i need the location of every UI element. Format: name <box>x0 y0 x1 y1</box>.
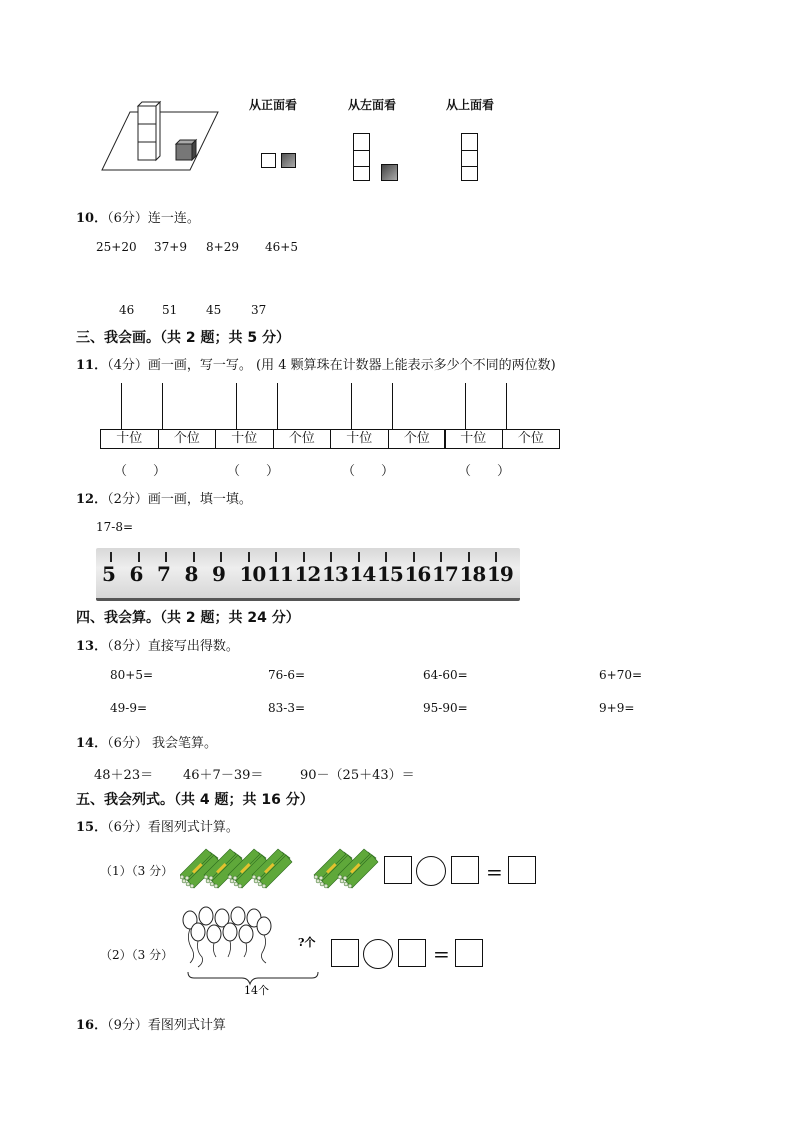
ruler-tick <box>220 552 222 562</box>
q10-expr-1: 25+20 <box>96 240 137 254</box>
front-view-square <box>261 153 276 168</box>
question-number: 15． <box>76 820 108 835</box>
abacus-rod <box>465 383 466 429</box>
ones-label: 个位 <box>158 430 216 448</box>
q13-item-1: 80+5= <box>110 668 154 682</box>
q13-item-6: 83-3= <box>268 701 306 715</box>
cube-stack-figure <box>100 100 220 172</box>
q10-answer-3: 45 <box>206 303 222 317</box>
tens-label: 十位 <box>116 431 143 446</box>
question-16 <box>76 1014 226 1033</box>
question-score: （6分） <box>107 211 148 226</box>
abacus-3-blank[interactable]: （ ） <box>342 464 395 479</box>
ruler-number: 13 <box>322 562 348 586</box>
q15-part-2-label: （2）（3 分） <box>100 948 174 962</box>
q13-item-7: 95-90= <box>423 701 468 715</box>
q10-expr-4: 46+5 <box>265 240 298 254</box>
ruler-tick <box>248 552 250 562</box>
abacus-3 <box>330 429 446 449</box>
ruler-number: 6 <box>129 562 143 586</box>
ruler-tick <box>110 552 112 562</box>
ruler-tick <box>275 552 277 562</box>
abacus-2-blank[interactable]: （ ） <box>227 464 280 479</box>
question-13 <box>76 635 239 654</box>
question-text: 画一画，写一写。 (用 4 颗算珠在计数器上能表示多少个不同的两位数) <box>147 358 556 373</box>
question-mark-label: ?个 <box>298 936 316 949</box>
operator-circle[interactable] <box>416 856 446 886</box>
q13-item-8: 9+9= <box>599 701 635 715</box>
question-15 <box>76 816 239 835</box>
result-box[interactable] <box>455 939 483 967</box>
answer-box[interactable] <box>384 856 412 884</box>
ruler-number: 16 <box>404 562 431 586</box>
left-view-dark-square <box>381 164 398 181</box>
ones-label: 个位 <box>388 430 446 448</box>
question-number: 14． <box>76 736 108 751</box>
left-view-column <box>353 133 370 181</box>
q14-expr-1: 48＋23＝ <box>94 768 154 783</box>
ruler-tick <box>303 552 305 562</box>
ruler-tick <box>495 552 497 562</box>
top-view-column <box>461 133 478 181</box>
abacus-rod <box>506 383 507 429</box>
abacus-4 <box>444 429 560 449</box>
ruler-tick <box>358 552 360 562</box>
balloons-figure <box>180 906 326 998</box>
question-number: 11． <box>76 358 108 373</box>
question-score: （8分） <box>107 639 148 654</box>
question-score: （9分） <box>107 1018 148 1033</box>
ruler-number: 18 <box>459 562 486 586</box>
number-ruler <box>96 548 520 601</box>
ruler-tick <box>385 552 387 562</box>
q13-item-4: 6+70= <box>599 668 643 682</box>
abacus-rod <box>162 383 163 429</box>
section-3-heading: 三、我会画。（共 2 题；共 5 分） <box>76 330 290 346</box>
question-number: 12． <box>76 492 108 507</box>
q14-expr-2: 46＋7－39＝ <box>183 768 264 783</box>
stick-bundles-figure <box>180 848 385 890</box>
ruler-tick <box>330 552 332 562</box>
question-text: 我会笔算。 <box>152 736 218 751</box>
result-box[interactable] <box>508 856 536 884</box>
answer-box[interactable] <box>451 856 479 884</box>
equals-sign: = <box>433 942 450 966</box>
front-view-dark-square <box>281 153 296 168</box>
tens-label: 十位 <box>460 431 487 446</box>
question-score: （6分） <box>107 820 148 835</box>
ruler-number: 5 <box>102 562 115 586</box>
ones-label: 个位 <box>502 430 560 448</box>
top-view-label: 从上面看 <box>446 98 495 112</box>
ruler-tick <box>468 552 470 562</box>
question-text: 直接写出得数。 <box>147 639 239 654</box>
ruler-tick <box>193 552 195 562</box>
left-view-label: 从左面看 <box>348 98 397 112</box>
abacus-4-blank[interactable]: （ ） <box>458 464 511 479</box>
ruler-tick <box>138 552 140 562</box>
question-number: 13． <box>76 639 108 654</box>
q13-item-2: 76-6= <box>268 668 306 682</box>
abacus-2 <box>215 429 331 449</box>
q10-answer-2: 51 <box>162 303 178 317</box>
question-text: 看图列式计算 <box>147 1018 226 1033</box>
q14-expr-3: 90－（25＋43）＝ <box>300 768 415 783</box>
question-10 <box>76 207 200 226</box>
ruler-number: 7 <box>157 562 170 586</box>
section-4-heading: 四、我会算。（共 2 题；共 24 分） <box>76 610 300 626</box>
answer-box[interactable] <box>331 939 359 967</box>
equals-sign: = <box>486 860 503 884</box>
q15-part-1-label: （1）（3 分） <box>100 864 174 878</box>
section-5-heading: 五、我会列式。（共 4 题；共 16 分） <box>76 792 314 808</box>
q10-answer-4: 37 <box>251 303 267 317</box>
question-number: 16． <box>76 1018 108 1033</box>
ruler-tick <box>440 552 442 562</box>
ruler-number: 17 <box>432 562 458 586</box>
question-text: 连一连。 <box>147 211 200 226</box>
question-score: （6分） <box>107 736 148 751</box>
abacus-rod <box>392 383 393 429</box>
ruler-number: 14 <box>349 562 376 586</box>
ruler-number: 12 <box>294 562 321 586</box>
ruler-tick <box>165 552 167 562</box>
answer-box[interactable] <box>398 939 426 967</box>
abacus-rod <box>236 383 237 429</box>
ruler-number: 8 <box>184 562 198 586</box>
ruler-number: 15 <box>377 562 403 586</box>
question-score: （4分） <box>107 358 148 373</box>
ruler-number: 19 <box>487 562 513 586</box>
question-text: 画一画，填一填。 <box>147 492 252 507</box>
ruler-tick <box>413 552 415 562</box>
abacus-1 <box>100 429 216 449</box>
front-view-label: 从正面看 <box>249 98 298 112</box>
operator-circle[interactable] <box>363 939 393 969</box>
question-score: （2分） <box>107 492 148 507</box>
q12-expression: 17-8= <box>96 520 134 534</box>
tens-label: 十位 <box>231 431 258 446</box>
ruler-number: 10 <box>239 562 266 586</box>
q10-answer-1: 46 <box>119 303 135 317</box>
abacus-rod <box>121 383 122 429</box>
question-text: 看图列式计算。 <box>147 820 239 835</box>
question-14 <box>76 732 217 751</box>
q10-expr-3: 8+29 <box>206 240 239 254</box>
ruler-number: 11 <box>267 562 293 586</box>
q13-item-3: 64-60= <box>423 668 468 682</box>
ones-label: 个位 <box>273 430 331 448</box>
total-label: 14个 <box>244 984 269 997</box>
question-11 <box>76 354 556 373</box>
tens-label: 十位 <box>346 431 373 446</box>
q10-expr-2: 37+9 <box>154 240 187 254</box>
abacus-1-blank[interactable]: （ ） <box>114 464 167 479</box>
q13-item-5: 49-9= <box>110 701 148 715</box>
ruler-number: 9 <box>212 562 225 586</box>
abacus-rod <box>277 383 278 429</box>
abacus-rod <box>351 383 352 429</box>
question-12 <box>76 488 252 507</box>
question-number: 10． <box>76 211 108 226</box>
